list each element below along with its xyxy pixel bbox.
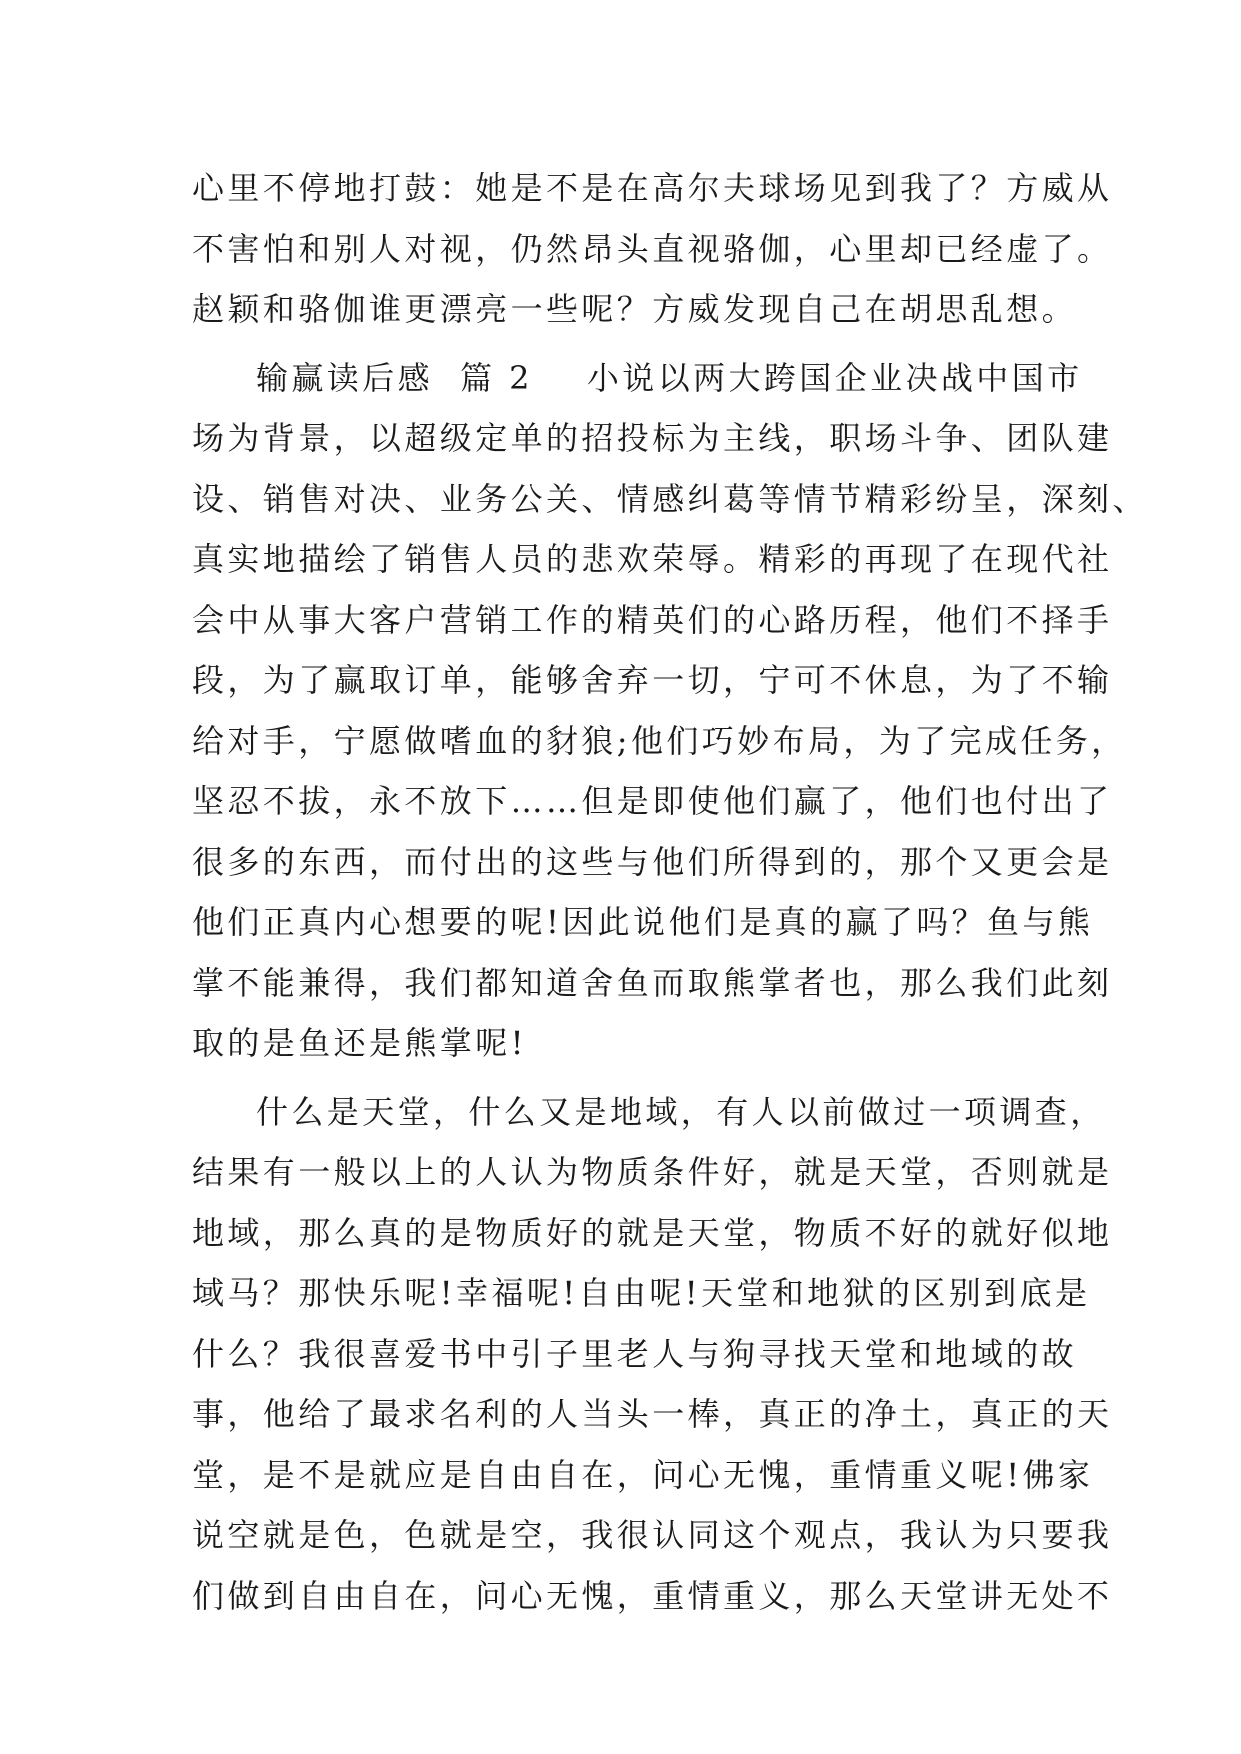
- text-line: 堂，是不是就应是自由自在，问心无愧，重情重义呢!佛家: [192, 1455, 1094, 1494]
- text-line: 设、销售对决、业务公关、情感纠葛等情节精彩纷呈，深刻、: [192, 479, 1148, 518]
- text-line: 什么是天堂，什么又是地域，有人以前做过一项调查，: [256, 1092, 1106, 1131]
- text-line: 很多的东西，而付出的这些与他们所得到的，那个又更会是: [192, 842, 1113, 881]
- paragraph-3: [192, 1082, 1113, 1627]
- text-line: 们做到自由自在，问心无愧，重情重义，那么天堂讲无处不: [192, 1576, 1113, 1615]
- text-line: 段，为了赢取订单，能够舍弃一切，宁可不休息，为了不输: [192, 661, 1113, 699]
- section-heading: 输赢读后感 篇 2: [256, 358, 533, 397]
- paragraph-1: [192, 158, 1113, 340]
- text-line: 什么？我很喜爱书中引子里老人与狗寻找天堂和地域的故: [192, 1334, 1078, 1373]
- text-line-start: 小说以两大跨国企业决战中国市: [586, 358, 1083, 397]
- text-line: 心里不停地打鼓：她是不是在高尔夫球场见到我了？方威从: [192, 169, 1113, 207]
- text-line: 域马？那快乐呢!幸福呢!自由呢!天堂和地狱的区别到底是: [192, 1274, 1091, 1312]
- text-line: 不害怕和别人对视，仍然昂头直视骆伽，心里却已经虚了。: [192, 229, 1113, 268]
- text-line: 说空就是色，色就是空，我很认同这个观点，我认为只要我: [192, 1516, 1113, 1554]
- paragraph-2: [192, 348, 1148, 1074]
- text-line: 真实地描绘了销售人员的悲欢荣辱。精彩的再现了在现代社: [192, 540, 1113, 578]
- text-line: [192, 348, 1083, 409]
- body-text: [192, 158, 1148, 1626]
- text-line: 掌不能兼得，我们都知道舍鱼而取熊掌者也，那么我们此刻: [192, 963, 1113, 1002]
- text-line: 事，他给了最求名利的人当头一棒，真正的净土，真正的天: [192, 1395, 1113, 1433]
- text-line: 地域，那么真的是物质好的就是天堂，物质不好的就好似地: [192, 1213, 1113, 1252]
- text-line: 结果有一般以上的人认为物质条件好，就是天堂，否则就是: [192, 1153, 1113, 1191]
- text-line: 会中从事大客户营销工作的精英们的心路历程，他们不择手: [192, 600, 1113, 639]
- text-line: 他们正真内心想要的呢!因此说他们是真的赢了吗？鱼与熊: [192, 903, 1094, 941]
- text-line: 坚忍不拔，永不放下……但是即使他们赢了，他们也付出了: [192, 782, 1113, 820]
- text-line: 场为背景，以超级定单的招投标为主线，职场斗争、团队建: [192, 419, 1113, 457]
- text-line: 取的是鱼还是熊掌呢!: [192, 1024, 527, 1062]
- text-line: 赵颖和骆伽谁更漂亮一些呢？方威发现自己在胡思乱想。: [192, 290, 1078, 328]
- text-line: 给对手，宁愿做嗜血的豺狼;他们巧妙布局，为了完成任务，: [192, 721, 1127, 760]
